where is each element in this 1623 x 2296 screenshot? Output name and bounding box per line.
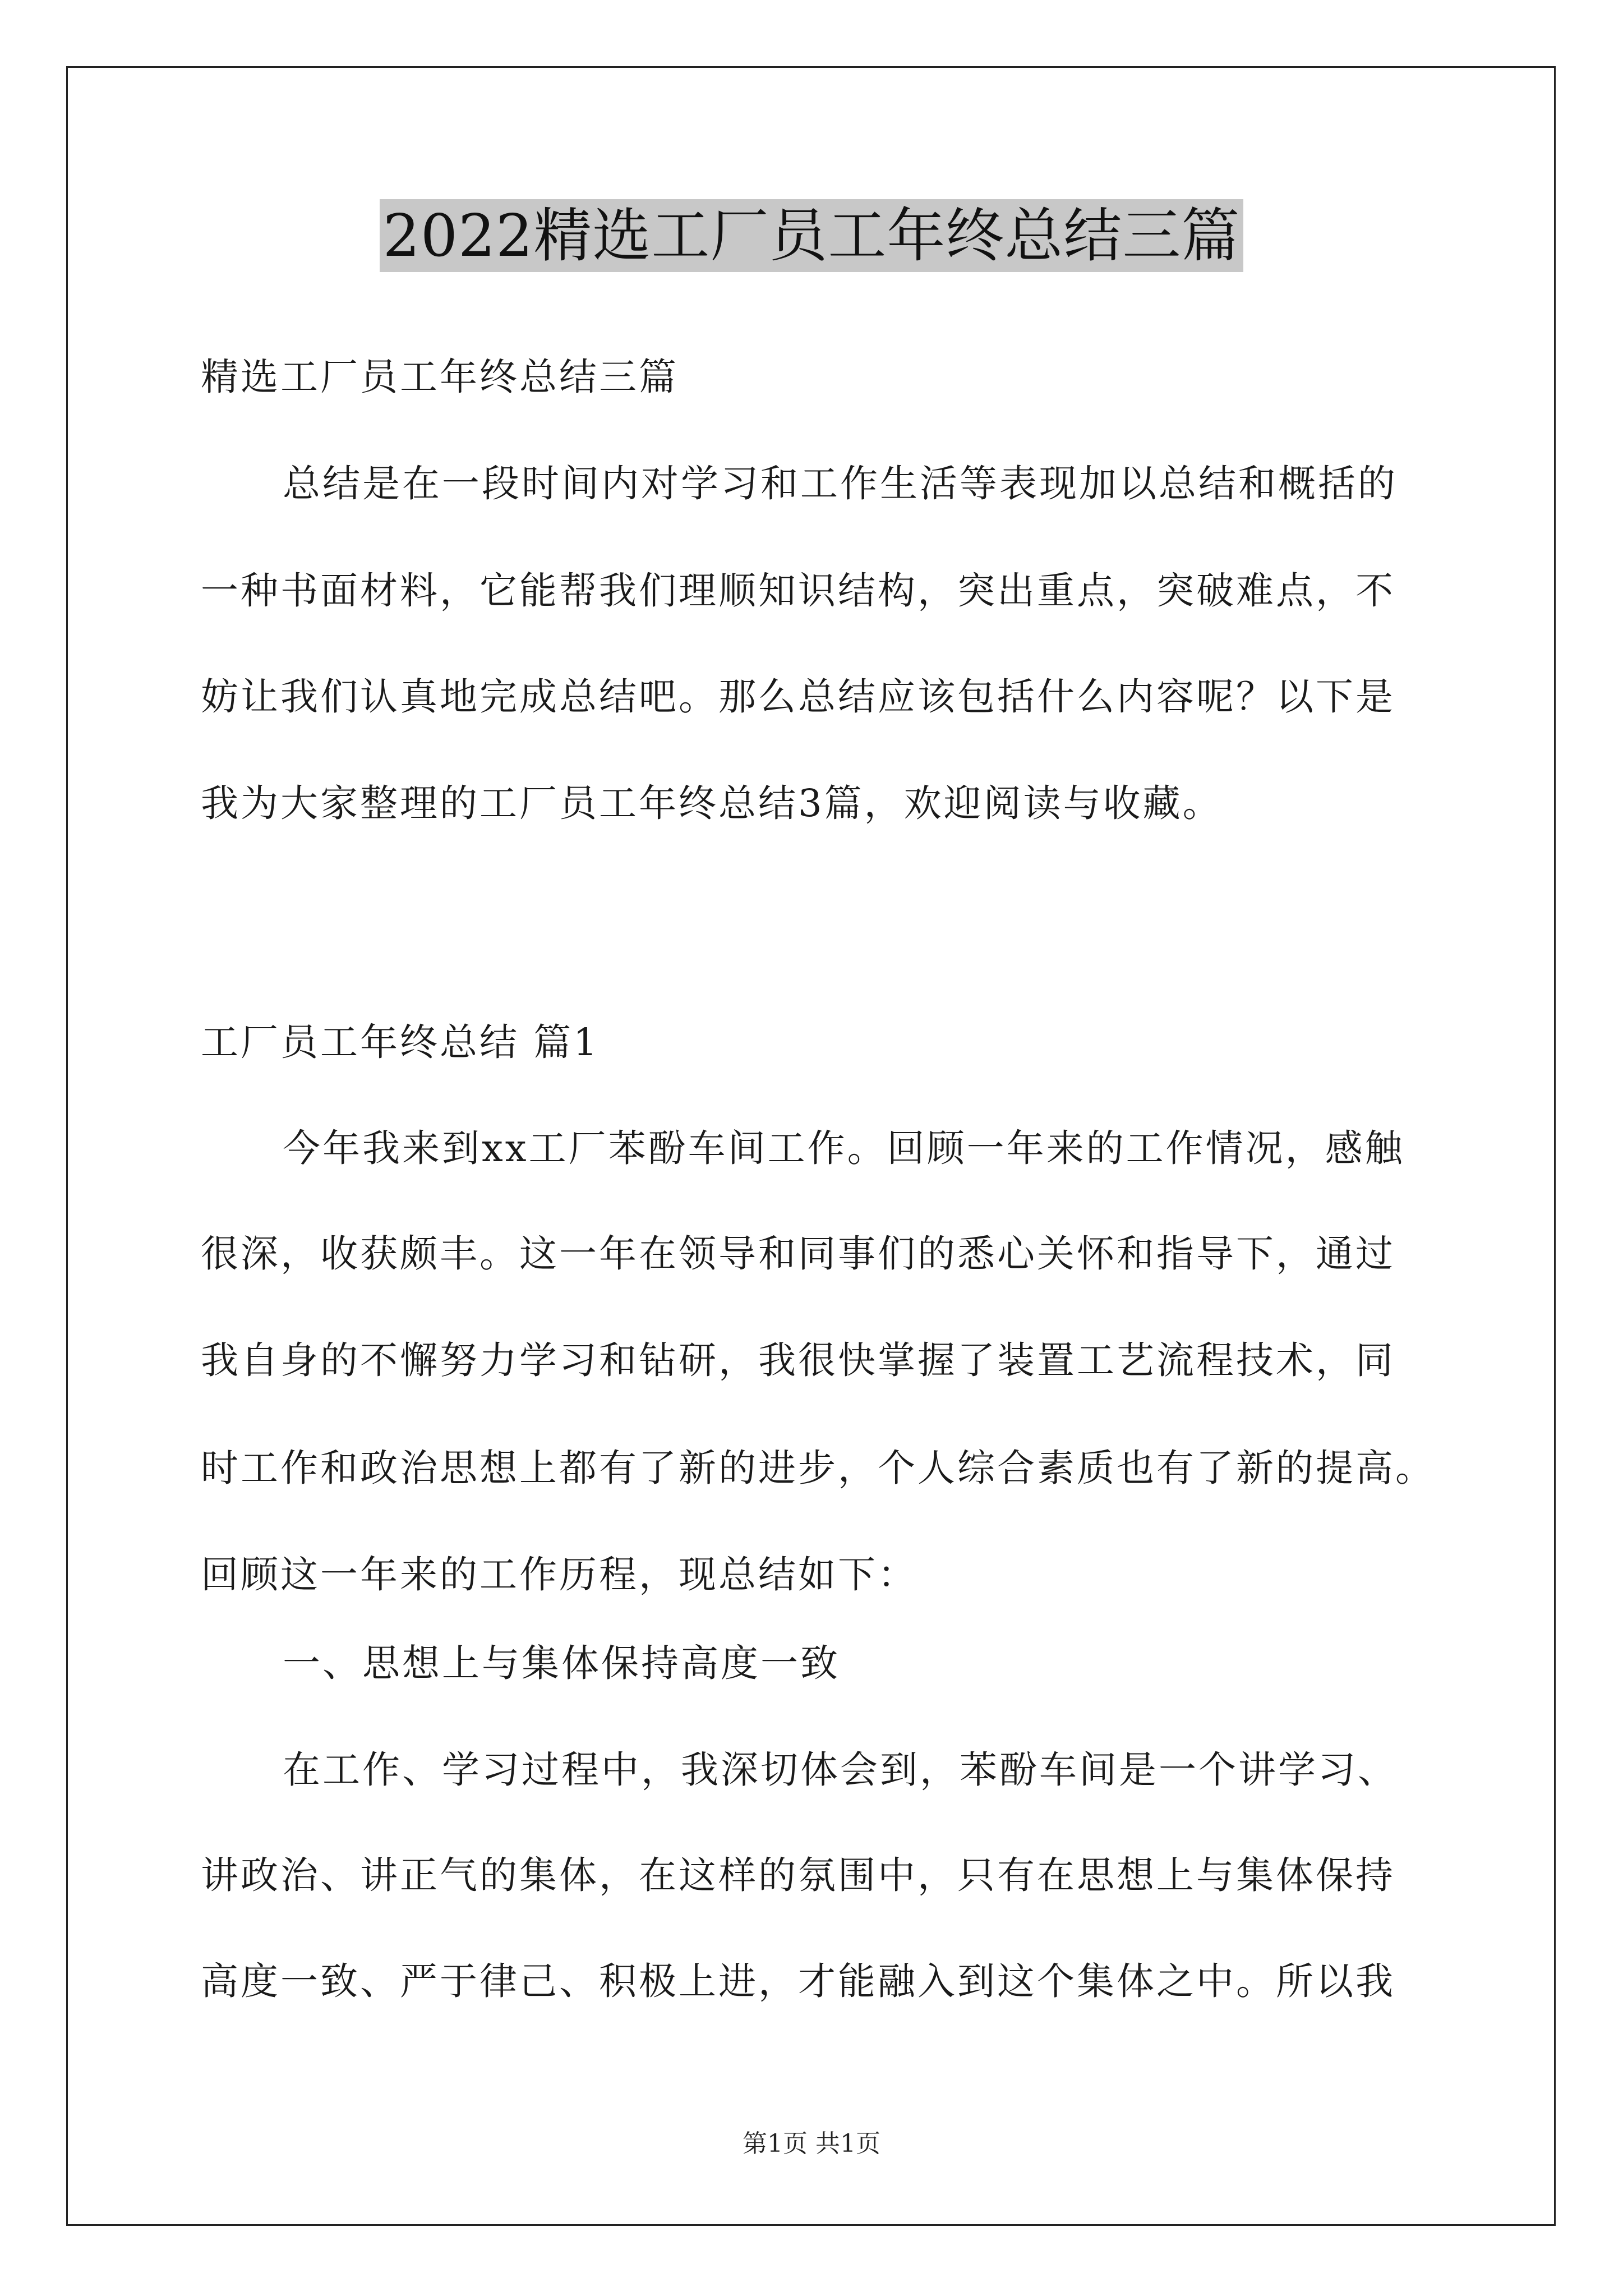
paragraph-line: 妨让我们认真地完成总结吧。那么总结应该包括什么内容呢？以下是 <box>201 675 1395 719</box>
paragraph-line: 总结是在一段时间内对学习和工作生活等表现加以总结和概括的 <box>283 462 1398 505</box>
paragraph-line: 很深，收获颇丰。这一年在领导和同事们的悉心关怀和指导下，通过 <box>201 1232 1395 1276</box>
paragraph-line: 一种书面材料，它能帮我们理顺知识结构，突出重点，突破难点，不 <box>201 569 1395 613</box>
subtitle-line: 精选工厂员工年终总结三篇 <box>201 355 679 399</box>
document-title: 2022精选工厂员工年终总结三篇 <box>380 199 1244 272</box>
paragraph-line: 讲政治、讲正气的集体，在这样的氛围中，只有在思想上与集体保持 <box>201 1853 1395 1897</box>
paragraph-line: 回顾这一年来的工作历程，现总结如下： <box>201 1553 917 1596</box>
paragraph-line: 我为大家整理的工厂员工年终总结3篇，欢迎阅读与收藏。 <box>201 781 1223 825</box>
title-container <box>0 199 1623 272</box>
paragraph-line: 在工作、学习过程中，我深切体会到，苯酚车间是一个讲学习、 <box>283 1748 1398 1792</box>
paragraph-line: 时工作和政治思想上都有了新的进步，个人综合素质也有了新的提高。 <box>201 1446 1435 1490</box>
paragraph-line: 我自身的不懈努力学习和钻研，我很快掌握了装置工艺流程技术，同 <box>201 1338 1395 1382</box>
paragraph-line: 今年我来到xx工厂苯酚车间工作。回顾一年来的工作情况，感触 <box>283 1126 1405 1170</box>
paragraph-line: 高度一致、严于律己、积极上进，才能融入到这个集体之中。所以我 <box>201 1959 1395 2003</box>
subsection-heading: 一、思想上与集体保持高度一致 <box>283 1641 840 1685</box>
page-footer: 第1页 共1页 <box>743 2129 880 2158</box>
section-heading: 工厂员工年终总结 篇1 <box>201 1020 600 1064</box>
